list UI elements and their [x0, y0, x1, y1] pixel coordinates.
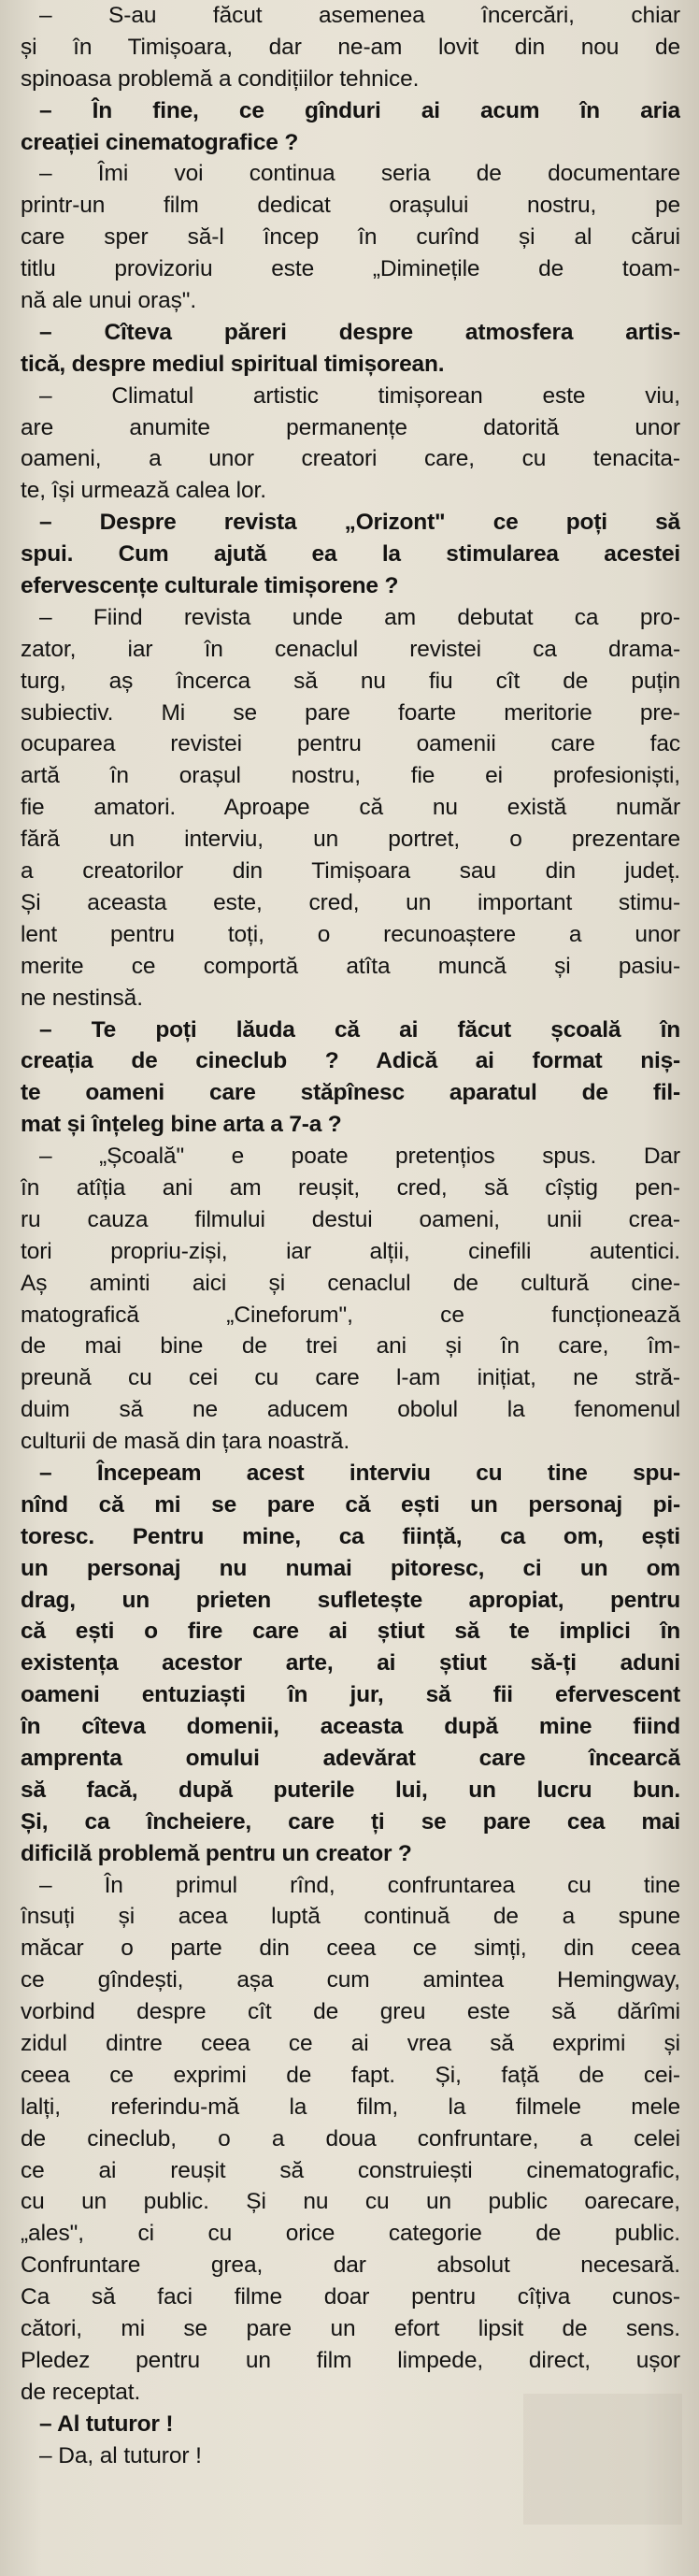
- text-line: te oameni care stăpînesc aparatul de fil-: [21, 1080, 680, 1106]
- text-line: cu un public. Și nu cu un public oarecare,: [21, 2189, 680, 2215]
- text-line: duim să ne aducem obolul la fenomenul: [21, 1397, 680, 1423]
- text-line: și în Timișoara, dar ne-am lovit din nou de: [21, 34, 680, 60]
- text-line: – Climatul artistic timișorean este viu,: [39, 382, 680, 409]
- text-line: – Despre revista „Orizont" ce poți să: [39, 510, 680, 536]
- text-line: culturii de masă din țara noastră.: [21, 1429, 350, 1455]
- text-line: Ca să faci filme doar pentru cîțiva cunos-: [21, 2284, 680, 2310]
- text-line: subiectiv. Mi se pare foarte meritorie pre-: [21, 699, 680, 726]
- text-line: matografică „Cineforum", ce funcționează: [21, 1302, 680, 1328]
- interview-answer: [21, 158, 680, 316]
- interview-question: [21, 2409, 680, 2440]
- text-line: însuți și acea luptă continuă de a spune: [21, 1904, 680, 1930]
- text-line: zator, iar în cenaclul revistei ca drama-: [21, 636, 680, 662]
- text-line: Și aceasta este, cred, un important stimu-: [21, 889, 680, 915]
- text-line: oameni entuziaști în jur, să fii efervescent: [21, 1682, 680, 1708]
- text-line: titlu provizoriu este „Diminețile de toam-: [21, 256, 680, 282]
- text-line: ne nestinsă.: [21, 985, 143, 1011]
- text-line: are anumite permanențe datorită unor: [21, 414, 680, 440]
- text-line: – Da, al tuturor !: [39, 2442, 202, 2468]
- text-line: creației cinematografice ?: [21, 129, 299, 155]
- text-line: toresc. Pentru mine, ca ființă, ca om, ești: [21, 1523, 680, 1549]
- text-line: – Cîteva păreri despre atmosfera artis-: [39, 319, 680, 345]
- text-line: Și, ca încheiere, care ți se pare cea mai: [21, 1808, 680, 1835]
- text-line: tică, despre mediul spiritual timișorean.: [21, 351, 445, 377]
- text-line: amprenta omului adevărat care încearcă: [21, 1745, 680, 1771]
- text-line: preună cu cei cu care l-am inițiat, ne stră-: [21, 1365, 680, 1391]
- text-line: – Începeam acest interviu cu tine spu-: [39, 1460, 680, 1486]
- text-line: a creatorilor din Timișoara sau din județ.: [21, 858, 680, 885]
- text-line: spui. Cum ajută ea la stimularea acestei: [21, 541, 680, 568]
- interview-answer: [21, 602, 680, 1015]
- text-line: mat și înțeleg bine arta a 7-a ?: [21, 1112, 342, 1138]
- text-line: Aș aminti aici și cenaclul de cultură cine-: [21, 1270, 680, 1296]
- text-line: – S-au făcut asemenea încercări, chiar: [39, 3, 680, 28]
- interview-question: [21, 1015, 680, 1142]
- interview-answer: [21, 1870, 680, 2409]
- text-line: – Al tuturor !: [39, 2411, 174, 2437]
- text-line: „ales", ci cu orice categorie de public.: [21, 2221, 680, 2247]
- text-line: existența acestor arte, ai știut să-ți aduni: [21, 1650, 680, 1677]
- text-line: măcar o parte din ceea ce simți, din ceea: [21, 1936, 680, 1962]
- text-line: dificilă problemă pentru un creator ?: [21, 1840, 412, 1866]
- text-line: creația de cineclub ? Adică ai format niș-: [21, 1048, 680, 1074]
- text-line: Pledez pentru un film limpede, direct, ușor: [21, 2347, 680, 2373]
- text-line: că ești o fire care ai știut să te implici în: [21, 1619, 680, 1645]
- text-line: ceea ce exprimi de fapt. Și, față de cei-: [21, 2062, 680, 2088]
- text-line: – Îmi voi continua seria de documentare: [39, 161, 680, 187]
- text-line: lent pentru toți, o recunoaștere a unor: [21, 921, 680, 947]
- text-line: oameni, a unor creatori care, cu tenacita-: [21, 446, 680, 472]
- text-line: zidul dintre ceea ce ai vrea să exprimi și: [21, 2031, 680, 2056]
- text-line: care sper să-l încep în curînd și al cărui: [21, 224, 680, 251]
- text-line: ru cauza filmului destui oameni, unii crea-: [21, 1206, 680, 1232]
- text-line: – În fine, ce gînduri ai acum în aria: [39, 97, 680, 123]
- text-line: tori propriu-ziși, iar alții, cinefili autentici.: [21, 1238, 680, 1264]
- text-line: efervescențe culturale timișorene ?: [21, 573, 399, 599]
- text-line: drag, un prieten sufletește apropiat, pentru: [21, 1587, 680, 1613]
- interview-answer: [21, 381, 680, 508]
- text-line: fie amatori. Aproape că nu există număr: [21, 795, 680, 821]
- text-line: – În primul rînd, confruntarea cu tine: [39, 1872, 680, 1898]
- text-line: în cîteva domenii, aceasta după mine fiind: [21, 1714, 680, 1740]
- text-line: – „Școală" e poate pretențios spus. Dar: [39, 1144, 680, 1170]
- text-line: nînd că mi se pare că ești un personaj pi-: [21, 1491, 680, 1518]
- text-line: de receptat.: [21, 2379, 141, 2405]
- text-line: te, își urmează calea lor.: [21, 478, 266, 504]
- text-line: un personaj nu numai pitoresc, ci un om: [21, 1555, 680, 1581]
- interview-question: [21, 95, 680, 159]
- text-line: merite ce comportă atîta muncă și pasiu-: [21, 953, 680, 979]
- text-line: printr-un film dedicat orașului nostru, pe: [21, 193, 680, 219]
- text-line: cători, mi se pare un efort lipsit de sens.: [21, 2316, 680, 2342]
- text-line: de cineclub, o a doua confruntare, a celei: [21, 2125, 680, 2151]
- article-column: [21, 0, 680, 2471]
- text-line: turg, aș încerca să nu fiu cît de puțin: [21, 668, 680, 694]
- text-line: ocuparea revistei pentru oamenii care fac: [21, 731, 680, 757]
- text-line: – Fiind revista unde am debutat ca pro-: [39, 604, 680, 630]
- text-line: – Te poți lăuda că ai făcut școală în: [39, 1016, 680, 1043]
- text-line: artă în orașul nostru, fie ei profesioniști,: [21, 763, 680, 789]
- text-line: ce ai reușit să construiești cinematografic,: [21, 2157, 680, 2183]
- text-line: să facă, după puterile lui, un lucru bun.: [21, 1777, 680, 1803]
- interview-answer: [21, 2440, 680, 2472]
- text-line: în atîția ani am reușit, cred, să cîștig pen-: [21, 1174, 680, 1201]
- text-line: de mai bine de trei ani și în care, îm-: [21, 1333, 680, 1360]
- text-line: Confruntare grea, dar absolut necesară.: [21, 2252, 680, 2279]
- interview-question: [21, 317, 680, 381]
- interview-answer: [21, 1141, 680, 1458]
- interview-question: [21, 1458, 680, 1870]
- text-line: nă ale unui oraș".: [21, 288, 197, 314]
- text-line: lalți, referindu-mă la film, la filmele mele: [21, 2094, 680, 2120]
- text-line: fără un interviu, un portret, o prezentare: [21, 827, 680, 853]
- interview-question: [21, 507, 680, 602]
- interview-answer: [21, 0, 680, 95]
- text-line: vorbind despre cît de greu este să dărîmi: [21, 1999, 680, 2025]
- text-line: spinoasa problemă a condițiilor tehnice.: [21, 65, 420, 92]
- text-line: ce gîndești, așa cum amintea Hemingway,: [21, 1967, 680, 1993]
